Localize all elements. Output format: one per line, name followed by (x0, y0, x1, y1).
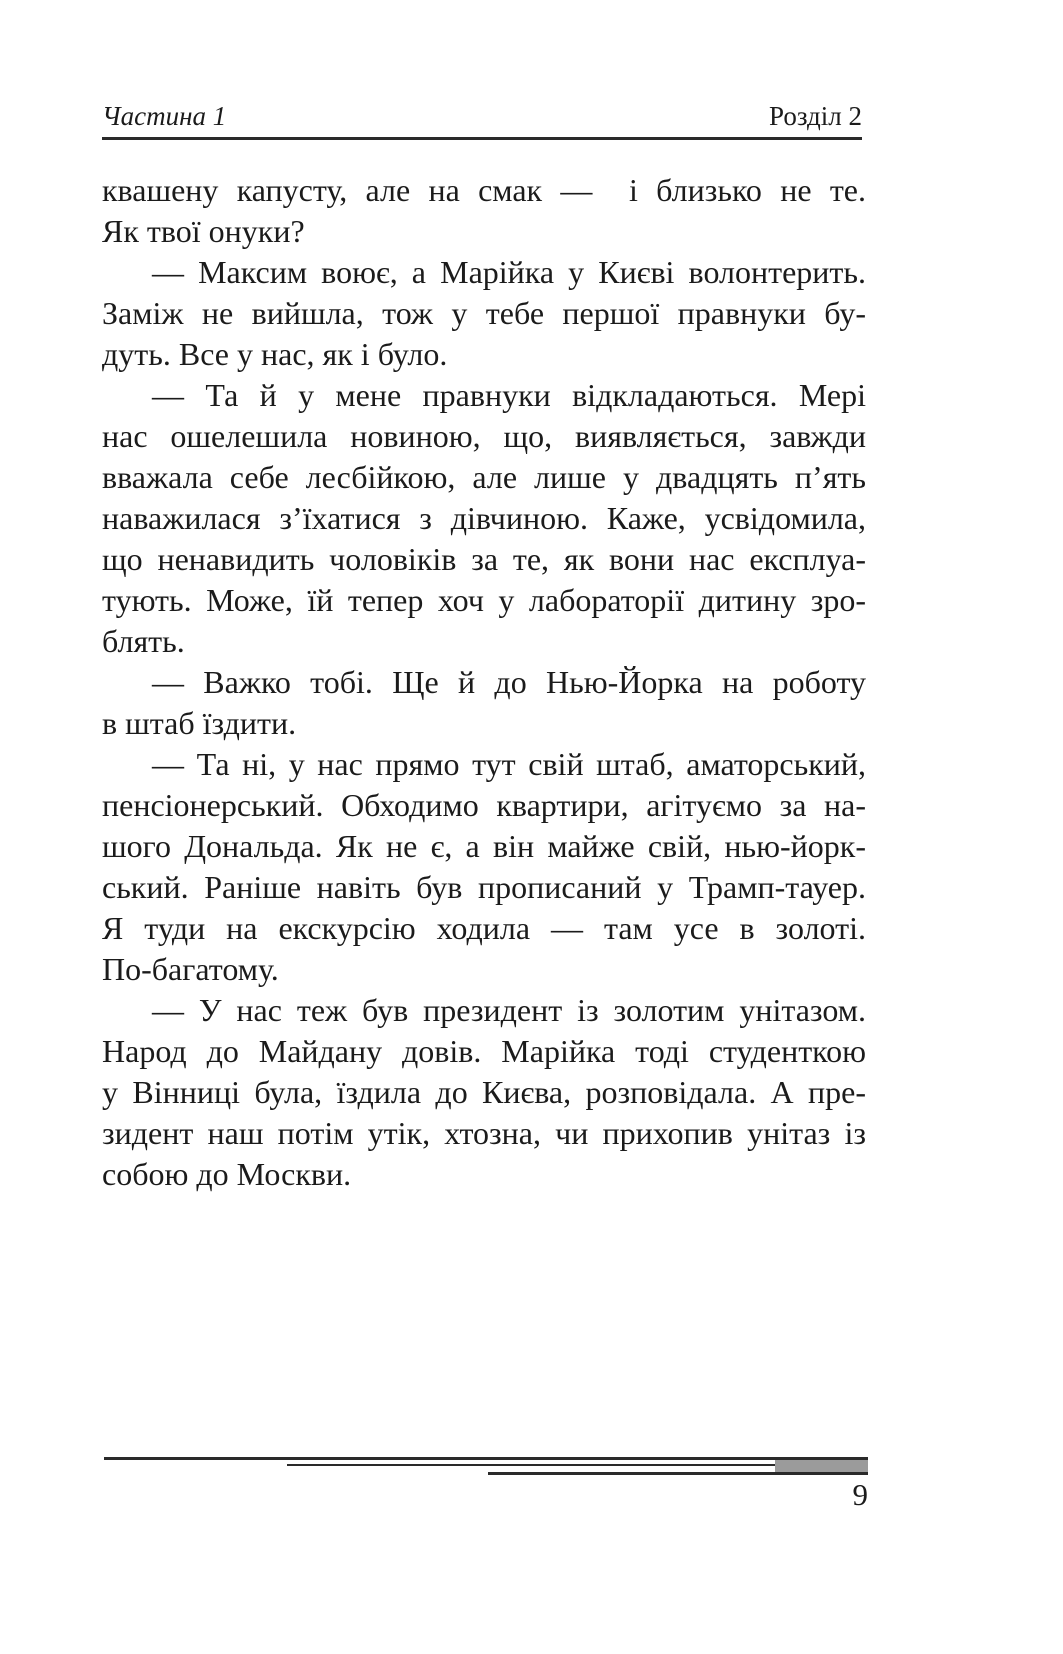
text-line: в штаб їздити. (102, 705, 297, 741)
text-line: пенсіонерський. Обходимо квартири, агітуємо за на- (102, 787, 866, 823)
text-line: — Максим воює, а Марійка у Києві волонтерить. (152, 254, 866, 290)
footer-rule-bottom (488, 1472, 868, 1475)
text-line: — Та ні, у нас прямо тут свій штаб, аматорський, (152, 746, 866, 782)
running-head-chapter-title: Розділ 2 (769, 101, 862, 131)
text-line: зидент наш потім утік, хтозна, чи прихопив унітаз із (102, 1115, 866, 1151)
text-line: шого Дональда. Як не є, а він майже свій, нью-йорк- (102, 828, 866, 864)
text-line: ський. Раніше навіть був прописаний у Трамп-тауер. (102, 869, 866, 905)
text-line: Як твої онуки? (102, 213, 305, 249)
text-line: собою до Москви. (102, 1156, 352, 1192)
footer-ornament-block (775, 1460, 868, 1472)
text-line: квашену капусту, але на смак — і близько не те. (102, 172, 866, 208)
text-line: у Вінниці була, їздила до Києва, розповідала. А пре- (102, 1074, 866, 1110)
text-line: — У нас теж був президент із золотим унітазом. (152, 992, 866, 1028)
text-line: блять. (102, 623, 185, 659)
running-header (102, 103, 862, 130)
footer-rule-top (104, 1457, 868, 1460)
footer-rule-middle (287, 1464, 775, 1466)
text-line: тують. Може, їй тепер хоч у лабораторії дитину зро- (102, 582, 866, 618)
text-line: наважилася з’їхатися з дівчиною. Каже, усвідомила, (102, 500, 866, 536)
header-rule (102, 137, 862, 140)
body-text (102, 170, 866, 1195)
text-line: — Та й у мене правнуки відкладаються. Мері (152, 377, 866, 413)
text-line: Народ до Майдану довів. Марійка тоді студенткою (102, 1033, 866, 1069)
text-line: дуть. Все у нас, як і було. (102, 336, 448, 372)
text-line: Заміж не вийшла, тож у тебе першої правнуки бу- (102, 295, 866, 331)
running-head-part-title: Частина 1 (102, 101, 227, 131)
text-line: Я туди на екскурсію ходила — там усе в золоті. (102, 910, 866, 946)
text-line: — Важко тобі. Ще й до Нью-Йорка на роботу (152, 664, 866, 700)
text-line: що ненавидить чоловіків за те, як вони нас експлуа- (102, 541, 866, 577)
text-line: вважала себе лесбійкою, але лише у двадцять п’ять (102, 459, 866, 495)
text-line: нас ошелешила новиною, що, виявляється, завжди (102, 418, 866, 454)
text-line: По-багатому. (102, 951, 279, 987)
page-number: 9 (852, 1477, 868, 1512)
